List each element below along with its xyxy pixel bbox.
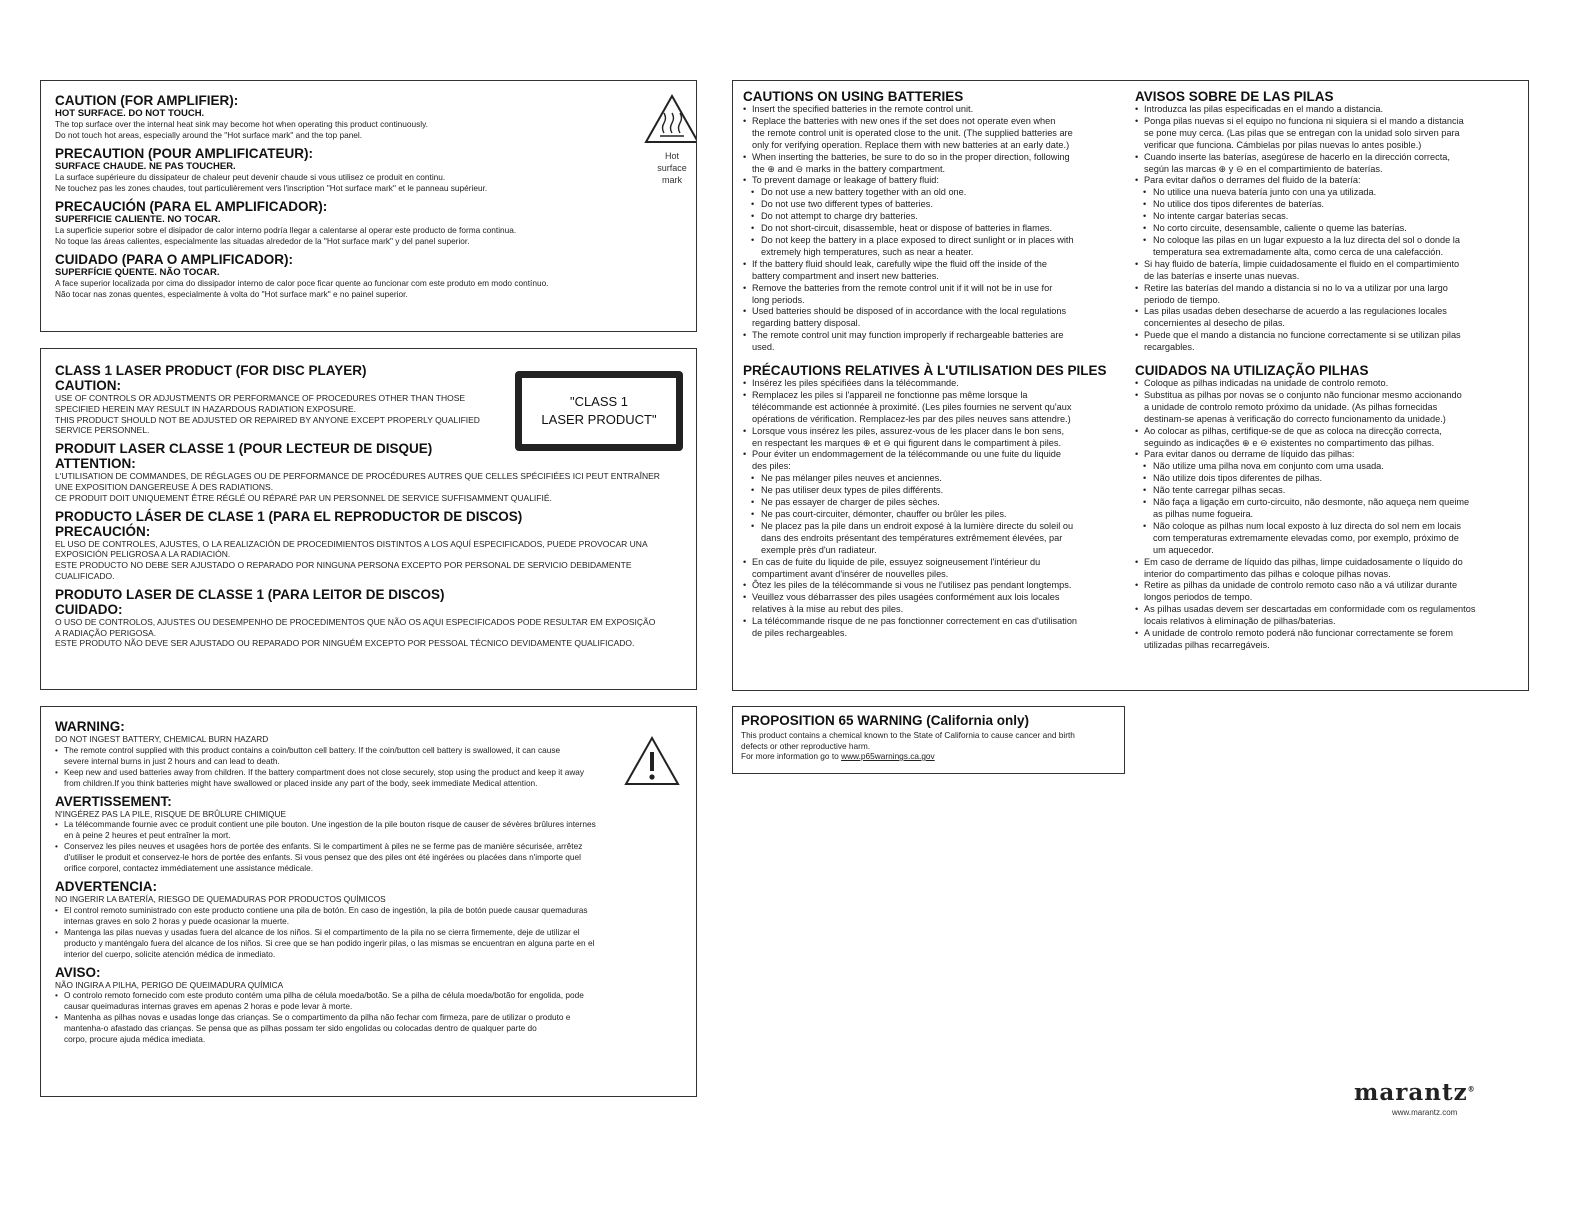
list-item: • Used batteries should be disposed of in accordance with the local regulations regarding battery disposal. — [743, 306, 1127, 330]
laser-pt — [55, 587, 682, 649]
laser-es-line: ESTE PRODUCTO NO DEBE SER AJUSTADO O REPARADO POR NINGUNA PERSONA EXCEPTO POR PERSONAL DE SERVICIO DEBIDAMENTE — [55, 560, 632, 571]
list-item: • Keep new and used batteries away from children. If the battery compartment does not close securely, stop using the product and keep it away from children.If you think batteries might have swallowed or placed inside any part of the body, seek immediate Medical attention. — [55, 767, 595, 789]
warn-es-sub: NO INGERIR LA BATERÍA, RIESGO DE QUEMADURAS POR PRODUCTOS QUÍMICOS — [55, 894, 386, 904]
amp-pt — [55, 252, 682, 299]
warn-fr — [55, 794, 682, 875]
list-item: • Não tente carregar pilhas secas. — [1135, 485, 1519, 497]
amp-es-title: PRECAUCIÓN (PARA EL AMPLIFICADOR): — [55, 199, 328, 214]
amp-fr-line: Ne touchez pas les zones chaudes, tout particulièrement vers l'inscription "Hot surface mark" et le panneau supérieur. — [55, 182, 488, 193]
amplifier-caution-panel — [40, 80, 697, 332]
amp-en-line: Do not touch hot areas, especially around the "Hot surface mark" and the top panel. — [55, 129, 363, 140]
laser-en-line: THIS PRODUCT SHOULD NOT BE ADJUSTED OR REPAIRED BY ANYONE EXCEPT PROPERLY QUALIFIED — [55, 414, 480, 425]
warn-fr-list — [55, 819, 682, 874]
list-item: • A unidade de controlo remoto poderá não funcionar correctamente se forem utilizadas pilhas recarregáveis. — [1135, 628, 1519, 652]
laser-en-caution: CAUTION: — [55, 378, 121, 393]
brand-url[interactable]: www.marantz.com — [1392, 1108, 1458, 1117]
amp-en-line: The top surface over the internal heat sink may become hot when operating this product continuously. — [55, 119, 428, 129]
amp-fr-line: La surface supérieure du dissipateur de chaleur peut devenir chaude si vous utilisez ce produit en continu. — [55, 172, 446, 182]
list-item: • Introduzca las pilas especificadas en el mando a distancia. — [1135, 104, 1519, 116]
battery-ingest-warning-panel — [40, 706, 697, 1097]
list-item: • Não coloque as pilhas num local exposto à luz directa do sol nem em locais com temperaturas extremamente elevadas como, por exemplo, próximo de um aquecedor. — [1135, 521, 1519, 557]
battery-cautions-right-column — [1135, 89, 1519, 652]
amp-es-sub: SUPERFICIE CALIENTE. NO TOCAR. — [55, 214, 221, 225]
prop65-more-label: For more information go to — [741, 751, 842, 761]
list-item: • Do not keep the battery in a place exposed to direct sunlight or in places with extremely high temperatures, such as near a heater. — [743, 235, 1127, 259]
warning-triangle-icon — [623, 735, 681, 787]
laser-fr-caution: ATTENTION: — [55, 456, 136, 472]
list-item: • Replace the batteries with new ones if the set does not operate even when the remote control unit is operated close to the unit. (The supplied batteries are only for verifying operation. Replace them with new batteries at an early date.) — [743, 116, 1127, 152]
list-item: • Ne pas court-circuiter, démonter, chauffer ou brûler les piles. — [743, 509, 1127, 521]
list-item: • Si hay fluido de batería, limpie cuidadosamente el fluido en el compartimiento de las baterías e inserte unas nuevas. — [1135, 259, 1519, 283]
prop65-title: PROPOSITION 65 WARNING (California only) — [741, 713, 1030, 728]
list-item: • Remove the batteries from the remote control unit if it will not be in use for long periods. — [743, 283, 1127, 307]
list-item: • When inserting the batteries, be sure to do so in the proper direction, following the ⊕ and ⊖ marks in the battery compartment. — [743, 152, 1127, 176]
laser-fr-line: UNE EXPOSITION DANGEREUSE À DES RADIATIONS. — [55, 481, 274, 492]
laser-es-caution: PRECAUCIÓN: — [55, 523, 151, 539]
list-item: • No corto circuite, desensamble, caliente o queme las baterías. — [1135, 223, 1519, 235]
prop65-line: defects or other reproductive harm. — [741, 740, 871, 751]
amp-pt-sub: SUPERFÍCIE QUENTE. NÃO TOCAR. — [55, 267, 220, 278]
list-item: • No utilice una nueva batería junto con una ya utilizada. — [1135, 187, 1519, 199]
amp-en-sub: HOT SURFACE. DO NOT TOUCH. — [55, 108, 205, 119]
list-item: • Coloque as pilhas indicadas na unidade de controlo remoto. — [1135, 378, 1519, 390]
laser-product-panel — [40, 348, 697, 690]
warn-en-title: WARNING: — [55, 719, 125, 734]
list-item: • La télécommande risque de ne pas fonctionner correctement en cas d'utilisation de piles rechargeables. — [743, 616, 1127, 640]
hot-mark-label: surface — [657, 163, 687, 173]
amp-es-line: No toque las áreas calientes, especialmente las situadas alrededor de la "Hot surface mark" y del panel superior. — [55, 235, 470, 246]
laser-en-line: SPECIFIED HEREIN MAY RESULT IN HAZARDOUS RADIATION EXPOSURE. — [55, 403, 357, 414]
list-item: • Do not short-circuit, disassemble, heat or dispose of batteries in flames. — [743, 223, 1127, 235]
list-item: • Puede que el mando a distancia no funcione correctamente si se utilizan pilas recargables. — [1135, 330, 1519, 354]
list-item: • Remplacez les piles si l'appareil ne fonctionne pas même lorsque la télécommande est actionnée à proximité. (Les piles fournies ne servent qu'aux opérations de vérification. Remplacez-les par des piles neuves sans attendre.) — [743, 390, 1127, 426]
amp-en — [55, 93, 682, 140]
laser-pt-line: A RADIAÇÃO PERIGOSA. — [55, 627, 157, 638]
warn-es-title: ADVERTENCIA: — [55, 879, 158, 894]
laser-pt-line: O USO DE CONTROLOS, AJUSTES OU DESEMPENHO DE PROCEDIMENTOS QUE NÃO OS AQUI ESPECIFICADOS PODE RESULTAR EM EXPOSIÇÃO — [55, 616, 656, 627]
amp-es — [55, 199, 682, 246]
list-item: • La télécommande fournie avec ce produit contient une pile bouton. Une ingestion de la pile bouton risque de causer de sévères brûlures internes en à peine 2 heures et peut entraîner la mort. — [55, 819, 682, 841]
list-item: • Veuillez vous débarrasser des piles usagées conformément aux lois locales relatives à la mise au rebut des piles. — [743, 592, 1127, 616]
amp-fr — [55, 146, 682, 193]
list-item: • Mantenga las pilas nuevas y usadas fuera del alcance de los niños. Si el compartimento de la pila no se cierra firmemente, deje de utilizar el producto y manténgalo fuera del alcance de los niños. Si cree que se han podido ingerir pilas, o las mismas se encuentran en alguna parte en el interior del cuerpo, solicite atención médica de inmediato. — [55, 927, 682, 960]
laser-pt-title: PRODUTO LASER DE CLASSE 1 (PARA LEITOR DE DISCOS) — [55, 586, 445, 602]
list-item: • To prevent damage or leakage of battery fluid: — [743, 175, 1127, 187]
laser-label-line: "CLASS 1 — [569, 394, 629, 409]
warn-en-sub: DO NOT INGEST BATTERY, CHEMICAL BURN HAZARD — [55, 734, 269, 744]
bat-en — [743, 89, 1127, 354]
list-item: • No intente cargar baterías secas. — [1135, 211, 1519, 223]
list-item: • Retire as pilhas da unidade de controlo remoto caso não a vá utilizar durante longos periodos de tempo. — [1135, 580, 1519, 604]
laser-pt-line: ESTE PRODUTO NÃO DEVE SER AJUSTADO OU REPARADO POR NINGUÉM EXCEPTO POR PESSOAL TÉCNICO DEVIDAMENTE QUALIFICADO. — [55, 638, 635, 649]
bat-fr — [743, 363, 1127, 640]
battery-cautions-panel — [732, 80, 1529, 691]
logo-wordmark: marantz — [1354, 1079, 1468, 1106]
laser-label-line: LASER PRODUCT" — [541, 412, 657, 427]
laser-es — [55, 509, 682, 582]
bat-en-list — [743, 104, 1127, 354]
bat-fr-title: PRÉCAUTIONS RELATIVES À L'UTILISATION DES PILES — [743, 363, 1107, 379]
amp-pt-title: CUIDADO (PARA O AMPLIFICADOR): — [55, 252, 293, 267]
prop65-line: This product contains a chemical known to the State of California to cause cancer and birth — [741, 730, 1075, 740]
list-item: • El control remoto suministrado con este producto contiene una pila de botón. En caso de ingestión, la pila de botón puede causar quemaduras internas graves en solo 2 horas y puede ocasionar la muerte. — [55, 905, 682, 927]
list-item: • Pour éviter un endommagement de la télécommande ou une fuite du liquide des piles: — [743, 449, 1127, 473]
list-item: • Ao colocar as pilhas, certifique-se de que as coloca na direcção correcta, seguindo as indicações ⊕ e ⊖ existentes no compartimento das pilhas. — [1135, 426, 1519, 450]
bat-en-title: CAUTIONS ON USING BATTERIES — [743, 89, 964, 104]
hot-mark-label: mark — [662, 175, 682, 185]
list-item: • Não faça a ligação em curto-circuito, não desmonte, não aqueça nem queime as pilhas nume fogueira. — [1135, 497, 1519, 521]
warn-pt-sub: NÃO INGIRA A PILHA, PERIGO DE QUEIMADURA QUÍMICA — [55, 979, 284, 990]
warn-pt — [55, 965, 682, 1046]
list-item: • Não utilize uma pilha nova em conjunto com uma usada. — [1135, 461, 1519, 473]
warn-pt-list — [55, 990, 682, 1045]
list-item: • Ne pas mélanger piles neuves et anciennes. — [743, 473, 1127, 485]
laser-en-line: SERVICE PERSONNEL. — [55, 425, 150, 436]
laser-en-title: CLASS 1 LASER PRODUCT (FOR DISC PLAYER) — [55, 363, 367, 378]
warn-fr-sub: N'INGÉREZ PAS LA PILE, RISQUE DE BRÛLURE CHIMIQUE — [55, 808, 287, 819]
laser-pt-caution: CUIDADO: — [55, 601, 123, 617]
amp-en-title: CAUTION (FOR AMPLIFIER): — [55, 93, 239, 108]
warn-es — [55, 879, 682, 960]
list-item: • Insérez les piles spécifiées dans la télécommande. — [743, 378, 1127, 390]
laser-es-line: EXPOSICIÓN PELIGROSA A LA RADIACIÓN. — [55, 549, 231, 560]
list-item: • Do not attempt to charge dry batteries. — [743, 211, 1127, 223]
list-item: • No utilice dos tipos diferentes de baterías. — [1135, 199, 1519, 211]
list-item: • Do not use a new battery together with an old one. — [743, 187, 1127, 199]
class1-laser-label — [515, 371, 683, 451]
list-item: • Lorsque vous insérez les piles, assurez-vous de les placer dans le bon sens, en respectant les marques ⊕ et ⊖ qui figurent dans le compartiment à piles. — [743, 426, 1127, 450]
amp-fr-title: PRECAUTION (POUR AMPLIFICATEUR): — [55, 146, 313, 161]
list-item: • The remote control supplied with this product contains a coin/button cell battery. If the coin/button cell battery is swallowed, it can cause severe internal burns in just 2 hours and can lead to death. — [55, 745, 595, 767]
warn-fr-title: AVERTISSEMENT: — [55, 793, 172, 809]
list-item: • Substitua as pilhas por novas se o conjunto não funcionar mesmo accionando a unidade de controlo remoto próximo da unidade. (As pilhas fornecidas destinam-se apenas à verificação do correcto funcionamento da unidade.) — [1135, 390, 1519, 426]
warning-mark — [623, 735, 681, 792]
amp-pt-line: A face superior localizada por cima do dissipador interno de calor poce ficar quente ao funcionar com este produto em modo contínuo. — [55, 278, 549, 288]
list-item: • Para evitar danos ou derrame de líquido das pilhas: — [1135, 449, 1519, 461]
bat-pt-title: CUIDADOS NA UTILIZAÇÃO PILHAS — [1135, 363, 1369, 379]
list-item: • No coloque las pilas en un lugar expuesto a la luz directa del sol o donde la temperatura sea extremadamente alta, como cerca de una calefacción. — [1135, 235, 1519, 259]
hot-mark-label: Hot — [664, 151, 679, 161]
amp-fr-sub: SURFACE CHAUDE. NE PAS TOUCHER. — [55, 161, 236, 172]
battery-cautions-left-column — [743, 89, 1127, 640]
list-item: • Em caso de derrame de líquido das pilhas, limpe cuidadosamente o líquido do interior do compartimento das pilhas e coloque pilhas novas. — [1135, 557, 1519, 581]
bat-es-list — [1135, 104, 1519, 354]
bat-es-title: AVISOS SOBRE DE LAS PILAS — [1135, 89, 1334, 104]
list-item: • Ponga pilas nuevas si el equipo no funciona ni siquiera si el mando a distancia se pone muy cerca. (Las pilas que se entregan con la unidad solo sirven para verificar que funciona. Cámbielas por pilas nuevas lo antes posible.) — [1135, 116, 1519, 152]
warn-en — [55, 719, 682, 789]
laser-en — [55, 363, 505, 436]
list-item: • Conservez les piles neuves et usagées hors de portée des enfants. Si le compartiment à piles ne se ferme pas de manière sécurisée, arrêtez d'utiliser le produit et conservez-le hors de portée des enfants. Si vous pensez que des piles ont été ingérées ou placées dans n'importe quel orifice corporel, contactez immédiatement une assistance médicale. — [55, 841, 682, 874]
list-item: • Insert the specified batteries in the remote control unit. — [743, 104, 1127, 116]
list-item: • As pilhas usadas devem ser descartadas em conformidade com os regulamentos locais relativos à eliminação de pilhas/baterias. — [1135, 604, 1519, 628]
laser-es-line: EL USO DE CONTROLES, AJUSTES, O LA REALIZACIÓN DE PROCEDIMIENTOS DISTINTOS A LOS AQUÍ ESPECIFICADOS, PUEDE PROVOCAR UNA — [55, 538, 648, 549]
list-item: • Las pilas usadas deben desecharse de acuerdo a las regulaciones locales concernientes al desecho de pilas. — [1135, 306, 1519, 330]
list-item: • O controlo remoto fornecido com este produto contém uma pilha de célula moeda/botão. Se a pilha de célula moeda/botão for engolida, pode causar queimaduras internas graves em apenas 2 horas e pode levar à morte. — [55, 990, 682, 1012]
laser-en-line: USE OF CONTROLS OR ADJUSTMENTS OR PERFORMANCE OF PROCEDURES OTHER THAN THOSE — [55, 393, 466, 403]
bat-fr-list — [743, 378, 1127, 640]
list-item: • If the battery fluid should leak, carefully wipe the fluid off the inside of the battery compartment and insert new batteries. — [743, 259, 1127, 283]
hot-surface-triangle-icon — [644, 93, 697, 145]
laser-fr-title: PRODUIT LASER CLASSE 1 (POUR LECTEUR DE DISQUE) — [55, 441, 433, 457]
prop65-more — [741, 751, 1116, 762]
amp-es-line: La superficie superior sobre el disipador de calor interno podría llegar a calentarse al operar este producto de forma continua. — [55, 225, 517, 235]
list-item: • Ne pas utiliser deux types de piles différents. — [743, 485, 1127, 497]
list-item: • Ôtez les piles de la télécommande si vous ne l'utilisez pas pendant longtemps. — [743, 580, 1127, 592]
laser-fr-line: CE PRODUIT DOIT UNIQUEMENT ÊTRE RÉGLÉ OU RÉPARÉ PAR UN PERSONNEL DE SERVICE SUFFISAMMENT QUALIFIÉ. — [55, 492, 552, 503]
warn-es-list — [55, 905, 682, 960]
marantz-logo: marantz® — [1354, 1079, 1476, 1106]
laser-fr-line: L'UTILISATION DE COMMANDES, DE RÉGLAGES OU DE PERFORMANCE DE PROCÉDURES AUTRES QUE CELLES SPÉCIFIÉES ICI PEUT ENTRAÎNER — [55, 471, 660, 482]
list-item: • En cas de fuite du liquide de pile, essuyez soigneusement l'intérieur du compartiment avant d'insérer de nouvelles piles. — [743, 557, 1127, 581]
list-item: • Não utilize dois tipos diferentes de pilhas. — [1135, 473, 1519, 485]
bat-pt — [1135, 363, 1519, 652]
warn-pt-title: AVISO: — [55, 964, 101, 980]
bat-es — [1135, 89, 1519, 354]
list-item: • The remote control unit may function improperly if rechargeable batteries are used. — [743, 330, 1127, 354]
hot-surface-mark — [641, 93, 697, 186]
laser-es-line: CUALIFICADO. — [55, 570, 115, 581]
list-item: • Do not use two different types of batteries. — [743, 199, 1127, 211]
list-item: • Retire las baterías del mando a distancia si no lo va a utilizar por una largo periodo de tiempo. — [1135, 283, 1519, 307]
amp-pt-line: Não tocar nas zonas quentes, especialmente à volta do "Hot surface mark" e no painel superior. — [55, 288, 408, 299]
prop65-warning-panel — [732, 706, 1125, 774]
list-item: • Ne pas essayer de charger de piles sèches. — [743, 497, 1127, 509]
prop65-link[interactable]: www.p65warnings.ca.gov — [841, 751, 935, 761]
warn-en-list — [55, 745, 595, 789]
laser-es-title: PRODUCTO LÁSER DE CLASE 1 (PARA EL REPRODUCTOR DE DISCOS) — [55, 508, 523, 524]
list-item: • Mantenha as pilhas novas e usadas longe das crianças. Se o compartimento da pilha não fechar com firmeza, pare de utilizar o produto e mantenha-o afastado das crianças. Se pensa que as pilhas possam ter sido engolidas ou colocadas dentro de qualquer parte do corpo, procure ajuda médica imediata. — [55, 1012, 682, 1045]
list-item: • Ne placez pas la pile dans un endroit exposé à la lumière directe du soleil ou dans des endroits présentant des températures extrêmement élevées, par exemple près d'un radiateur. — [743, 521, 1127, 557]
list-item: • Para evitar daños o derrames del fluido de la batería: — [1135, 175, 1519, 187]
bat-pt-list — [1135, 378, 1519, 652]
list-item: • Cuando inserte las baterías, asegúrese de hacerlo en la dirección correcta, según las marcas ⊕ y ⊖ en el compartimiento de baterías. — [1135, 152, 1519, 176]
